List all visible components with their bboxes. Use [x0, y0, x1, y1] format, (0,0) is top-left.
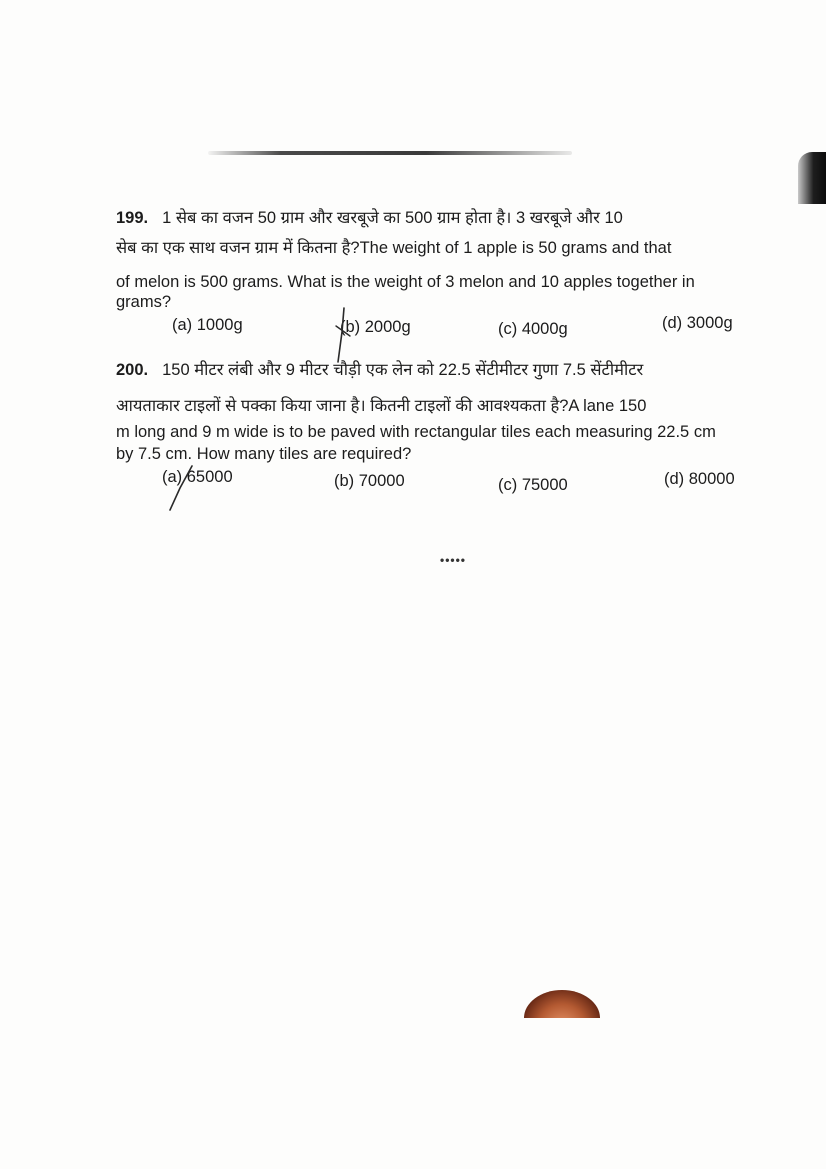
thumb-photo-artifact	[524, 990, 600, 1018]
question-text: grams?	[116, 293, 172, 311]
option-a: (a) 1000g	[172, 316, 243, 334]
question-line	[116, 360, 643, 380]
question-number: 200.	[116, 361, 149, 379]
question-number: 199.	[116, 209, 149, 227]
page-edge-shadow	[798, 152, 826, 204]
option-c: (c) 4000g	[498, 320, 568, 338]
top-rule-divider	[208, 151, 572, 155]
option-b: (b) 70000	[334, 472, 405, 490]
question-line	[116, 422, 716, 442]
option-c: (c) 75000	[498, 476, 568, 494]
question-line	[116, 238, 671, 258]
question-line	[116, 292, 171, 312]
end-marker: •••••	[440, 553, 467, 567]
question-text: आयताकार टाइलों से पक्का किया जाना है। कितनी टाइलों की आवश्यकता है?A lane 150	[116, 397, 647, 415]
option-a: (a) 65000	[162, 468, 233, 486]
question-text: 150 मीटर लंबी और 9 मीटर चौड़ी एक लेन को 22.5 सेंटीमीटर गुणा 7.5 सेंटीमीटर	[162, 361, 644, 379]
question-line	[116, 208, 623, 228]
option-d: (d) 80000	[664, 470, 735, 488]
question-text: of melon is 500 grams. What is the weight of 3 melon and 10 apples together in	[116, 273, 695, 291]
question-text: सेब का एक साथ वजन ग्राम में कितना है?The weight of 1 apple is 50 grams and that	[116, 239, 672, 257]
question-text: by 7.5 cm. How many tiles are required?	[116, 445, 412, 463]
question-line	[116, 444, 411, 464]
option-d: (d) 3000g	[662, 314, 733, 332]
option-b: (b) 2000g	[340, 318, 411, 336]
question-text: m long and 9 m wide is to be paved with rectangular tiles each measuring 22.5 cm	[116, 423, 716, 441]
question-text: 1 सेब का वजन 50 ग्राम और खरबूजे का 500 ग्राम होता है। 3 खरबूजे और 10	[162, 209, 623, 227]
question-line	[116, 272, 695, 292]
question-line	[116, 396, 646, 416]
